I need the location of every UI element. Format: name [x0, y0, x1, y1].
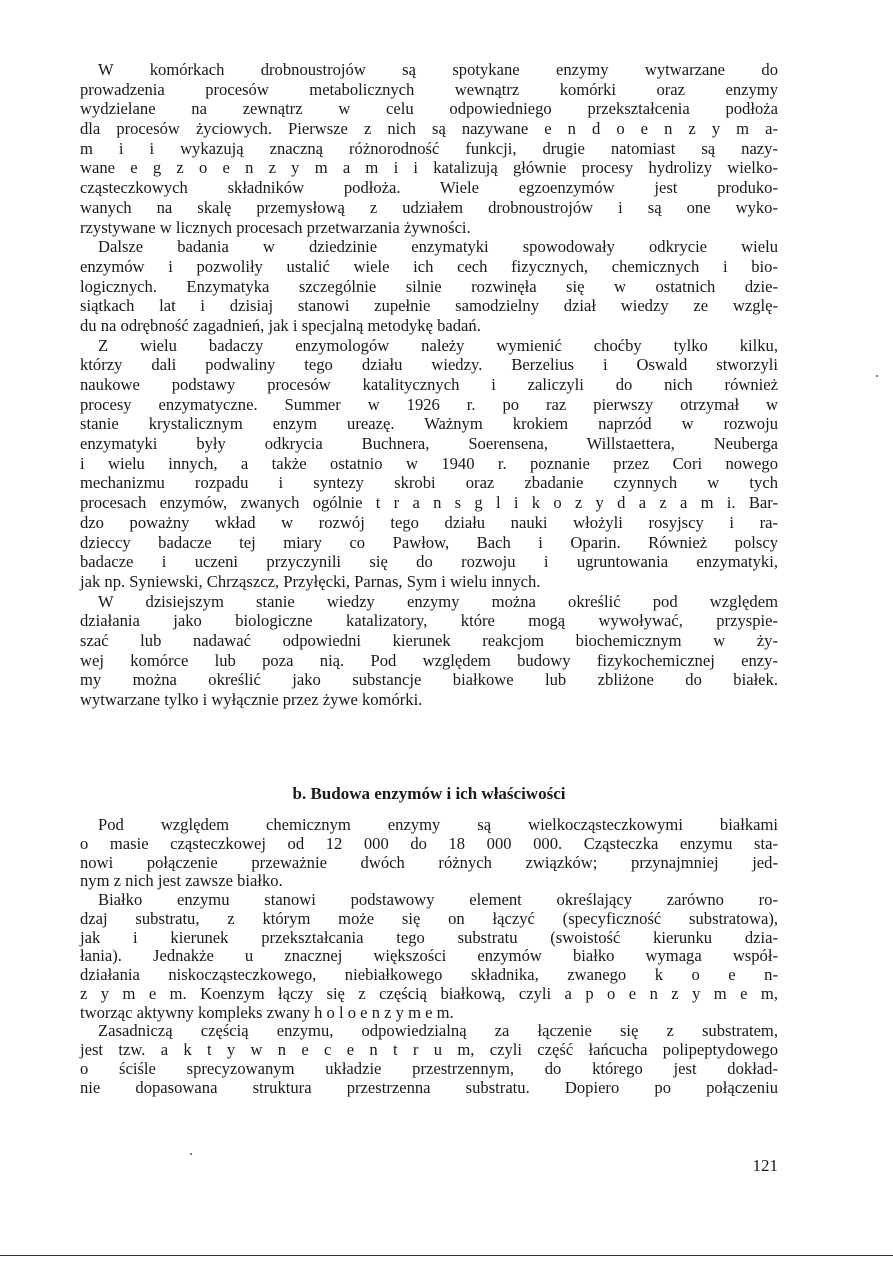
text-line: działania niskocząsteczkowego, niebiałkowego składnika, zwanego k o e n-: [80, 965, 778, 984]
text-line: dzo poważny wkład w rozwój tego działu nauki włożyli rosyjscy i ra-: [80, 512, 778, 532]
scan-speck: [190, 1153, 192, 1155]
text-line: wytwarzane tylko i wyłącznie przez żywe komórki.: [80, 690, 423, 709]
text-line: jak i kierunek przekształcania tego substratu (swoistość kierunku dzia-: [80, 927, 778, 947]
body-text-part2: [80, 816, 778, 1097]
page-number: 121: [752, 1156, 778, 1175]
text-line: i wielu innych, a także ostatnio w 1940 r. poznanie przez Cori nowego: [80, 453, 778, 473]
text-line: dzaj substratu, z którym może się on łączyć (specyficzność substratowa),: [80, 908, 778, 928]
text-line: rzystywane w licznych procesach przetwarzania żywności.: [80, 217, 471, 237]
text-line: nym z nich jest zawsze białko.: [80, 871, 283, 891]
text-line: jest tzw. a k t y w n e c e n t r u m, czyli część łańcucha polipeptydowego: [80, 1040, 778, 1059]
text-line: wej komórce lub poza nią. Pod względem budowy fizykochemicznej enzy-: [80, 650, 778, 670]
text-line: Dalsze badania w dziedzinie enzymatyki spowodowały odkrycie wielu: [98, 237, 778, 257]
text-line: którzy dali podwaliny tego działu wiedzy. Berzelius i Oswald stworzyli: [80, 355, 778, 375]
text-line: cząsteczkowych składników podłoża. Wiele egzoenzymów jest produko-: [80, 178, 778, 198]
text-line: Pod względem chemicznym enzymy są wielkocząsteczkowymi białkami: [98, 815, 778, 834]
text-line: jak np. Syniewski, Chrząszcz, Przyłęcki, Parnas, Sym i wielu innych.: [80, 571, 541, 591]
text-line: prowadzenia procesów metabolicznych wewnątrz komórki oraz enzymy: [80, 79, 778, 99]
text-line: Zasadniczą częścią enzymu, odpowiedzialną za łączenie się z substratem,: [98, 1021, 778, 1041]
text-line: du na odrębność zagadnień, jak i specjalną metodykę badań.: [80, 315, 481, 335]
text-line: wane e g z o e n z y m a m i i katalizują głównie procesy hydrolizy wielko-: [80, 158, 778, 178]
text-line: z y m e m. Koenzym łączy się z częścią białkową, czyli a p o e n z y m e m,: [80, 983, 778, 1003]
text-line: W dzisiejszym stanie wiedzy enzymy można określić pod względem: [98, 591, 778, 611]
text-line: o masie cząsteczkowej od 12 000 do 18 000 000. Cząsteczka enzymu sta-: [80, 833, 778, 853]
text-line: dzieccy badacze tej miary co Pawłow, Bach i Oparin. Również polscy: [80, 532, 778, 552]
text-line: wanych na skalę przemysłową z udziałem drobnoustrojów i są one wyko-: [80, 197, 778, 217]
text-line: logicznych. Enzymatyka szczególnie silnie rozwinęła się w ostatnich dzie-: [80, 276, 778, 296]
body-text-part1: [80, 60, 778, 710]
text-line: procesy enzymatyczne. Summer w 1926 r. po raz pierwszy otrzymał w: [80, 394, 778, 414]
text-line: dla procesów życiowych. Pierwsze z nich są nazywane e n d o e n z y m a-: [80, 119, 778, 139]
text-line: procesach enzymów, zwanych ogólnie t r a n s g l i k o z y d a z a m i. Bar-: [80, 493, 778, 513]
text-line: działania jako biologiczne katalizatory, które mogą wywoływać, przyspie-: [80, 611, 778, 631]
text-line: W komórkach drobnoustrojów są spotykane enzymy wytwarzane do: [98, 60, 778, 79]
text-line: o ściśle sprecyzowanym układzie przestrzennym, do którego jest dokład-: [80, 1058, 778, 1078]
page-edge-line: [0, 1255, 893, 1256]
text-line: enzymów i pozwoliły ustalić wiele ich cech fizycznych, chemicznych i bio-: [80, 256, 778, 276]
text-line: badacze i uczeni przyczynili się do rozwoju i ugruntowania enzymatyki,: [80, 552, 778, 572]
text-line: enzymatyki były odkrycia Buchnera, Soerensena, Willstaettera, Neuberga: [80, 434, 778, 454]
text-line: naukowe podstawy procesów katalitycznych i zaliczyli do nich również: [80, 375, 778, 394]
text-line: nowi połączenie przeważnie dwóch różnych związków; przynajmniej jed-: [80, 852, 778, 872]
text-line: siątkach lat i dzisiaj stanowi zupełnie samodzielny dział wiedzy ze wzglę-: [80, 296, 778, 316]
text-line: mechanizmu rozpadu i syntezy skrobi oraz zbadanie czynnych w tych: [80, 473, 778, 493]
section-heading: b. Budowa enzymów i ich właściwości: [292, 784, 566, 803]
text-line: nie dopasowana struktura przestrzenna substratu. Dopiero po połączeniu: [80, 1077, 778, 1097]
scan-speck: [876, 375, 878, 377]
text-line: szać lub nadawać odpowiedni kierunek reakcjom biochemicznym w ży-: [80, 630, 778, 650]
text-line: m i i wykazują znaczną różnorodność funkcji, drugie natomiast są nazy-: [80, 138, 778, 158]
text-line: łania). Jednakże u znacznej większości enzymów białko wymaga współ-: [80, 946, 778, 966]
text-line: tworząc aktywny kompleks zwany h o l o e n z y m e m.: [80, 1002, 454, 1022]
text-line: Z wielu badaczy enzymologów należy wymienić choćby tylko kilku,: [98, 335, 778, 355]
text-line: Białko enzymu stanowi podstawowy element określający zarówno ro-: [98, 890, 778, 909]
text-line: wydzielane na zewnątrz w celu odpowiedniego przekształcenia podłoża: [80, 99, 778, 119]
text-line: my można określić jako substancje białkowe lub zbliżone do białek.: [80, 670, 778, 690]
text-line: stanie krystalicznym enzym ureazę. Ważnym krokiem naprzód w rozwoju: [80, 414, 778, 434]
